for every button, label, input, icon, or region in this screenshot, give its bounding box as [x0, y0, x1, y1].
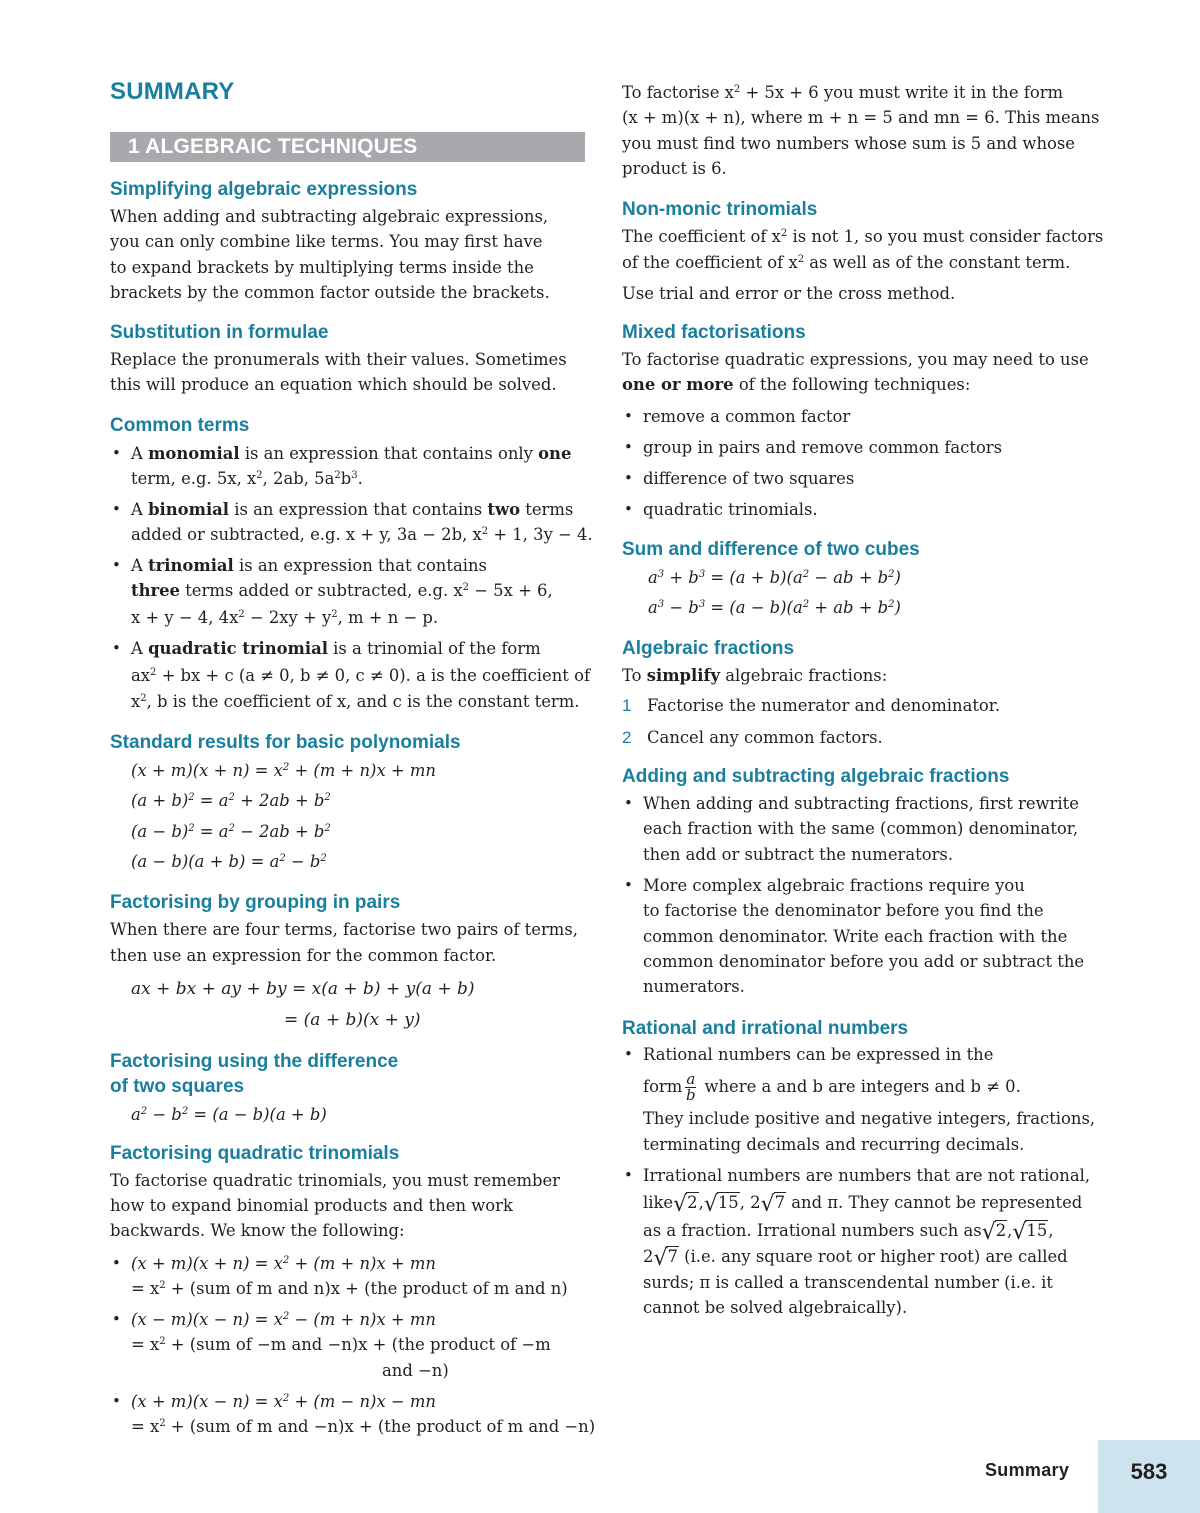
fractions-step: Cancel any common factors.: [647, 728, 883, 747]
irrational-line-2: like√2,√15, 2√7 and π. They cannot be represented: [643, 1192, 1083, 1217]
difference-squares-formula: $a^2 - b^2 = (a - b)(a + b)$: [131, 1105, 327, 1124]
sqrt-7: √7: [653, 1246, 678, 1271]
adding-b2-line: common denominator before you add or subtract the: [643, 952, 1085, 971]
heading-quadratic-trinomials: Factorising quadratic trinomials: [110, 1143, 400, 1164]
bullet-icon: •: [112, 556, 121, 574]
irrational-line-6: cannot be solved algebraically).: [643, 1298, 908, 1317]
rational-line-3: They include positive and negative integers, fractions,: [643, 1109, 1096, 1128]
sqrt-7: √7: [760, 1192, 786, 1217]
quadratic-line-1: A quadratic trinomial is a trinomial of the form: [131, 639, 541, 658]
bullet-icon: •: [112, 639, 121, 657]
grouping-line-1: When there are four terms, factorise two pairs of terms,: [110, 920, 578, 939]
step-number: 2: [622, 728, 632, 747]
heading-grouping: Factorising by grouping in pairs: [110, 892, 401, 913]
non-monic-line-2: of the coefficient of $x^2$ as well as of the constant term.: [622, 253, 1071, 272]
mixed-item: quadratic trinomials.: [643, 500, 818, 519]
bullet-icon: •: [624, 1166, 633, 1184]
heading-difference-squares-1: Factorising using the difference: [110, 1051, 399, 1072]
expansion-2-line-1: $(x - m)(x - n) = x^2 - (m + n)x$ + mn: [131, 1310, 436, 1329]
irrational-line-5: surds; π is called a transcendental number (i.e. it: [643, 1273, 1053, 1292]
bullet-icon: •: [112, 1310, 121, 1328]
adding-b2-line: common denominator. Write each fraction with the: [643, 927, 1068, 946]
mixed-item: group in pairs and remove common factors: [643, 438, 1003, 457]
bullet-icon: •: [112, 444, 121, 462]
step-number: 1: [622, 696, 632, 715]
expansion-3-line-2: = $x^2 + (sum$ of m and −n)x + (the product of m and −n): [131, 1417, 596, 1436]
heading-common-terms: Common terms: [110, 415, 250, 436]
rational-line-4: terminating decimals and recurring decimals.: [643, 1135, 1025, 1154]
trinomial-line-3: x + y − 4, $4x^2 - 2xy + y^2$, m + n − p.: [131, 608, 439, 627]
footer-section-label: Summary: [985, 1460, 1070, 1480]
binomial-line-1: A binomial is an expression that contains two terms: [131, 500, 574, 519]
mixed-line-1: To factorise quadratic expressions, you may need to use: [622, 350, 1089, 369]
simplifying-line-4: brackets by the common factor outside the brackets.: [110, 283, 550, 302]
quadratic-line-3: $x^2$, b is the coefficient of x, and c is the constant term.: [131, 692, 580, 711]
grouping-line-2: then use an expression for the common factor.: [110, 946, 497, 965]
rational-line-1: Rational numbers can be expressed in the: [643, 1045, 994, 1064]
bullet-icon: •: [112, 500, 121, 518]
bullet-icon: •: [624, 469, 633, 487]
cubes-sum: $a^3 + b^3 = (a + b)(a^2$ − ab + $b^2$): [648, 568, 901, 587]
intro-line-3: you must find two numbers whose sum is 5 and whose: [622, 134, 1075, 153]
quadratic-trinomials-line-1: To factorise quadratic trinomials, you must remember: [110, 1171, 561, 1190]
adding-b1-line: each fraction with the same (common) denominator,: [643, 819, 1079, 838]
intro-line-4: product is 6.: [622, 159, 727, 178]
non-monic-line-1: The coefficient of $x^2$ is not 1, so you must consider factors: [622, 227, 1104, 246]
heading-mixed: Mixed factorisations: [622, 322, 806, 343]
fractions-intro: To simplify algebraic fractions:: [622, 666, 888, 685]
mixed-line-2: one or more of the following techniques:: [622, 375, 971, 394]
quadratic-trinomials-line-3: backwards. We know the following:: [110, 1221, 405, 1240]
section-bar: 1 ALGEBRAIC TECHNIQUES: [110, 132, 585, 162]
monomial-line-2: term, e.g. 5x, $x^2$, 2ab, $5a^2b^3$.: [131, 469, 363, 488]
mixed-item: difference of two squares: [643, 469, 855, 488]
bullet-icon: •: [624, 407, 633, 425]
mixed-item: remove a common factor: [643, 407, 851, 426]
monomial-line-1: A monomial is an expression that contains only one: [131, 444, 572, 463]
grouping-equation-1: ax + bx + ay + by = x(a + b) + y(a + b): [131, 979, 475, 999]
standard-result-3: $(a - b)^2 = a^2 - 2ab + b^2$: [131, 822, 331, 841]
bullet-icon: •: [624, 876, 633, 894]
non-monic-line-3: Use trial and error or the cross method.: [622, 284, 956, 303]
bullet-icon: •: [112, 1392, 121, 1410]
quadratic-line-2: $ax^2$ + bx + c (a ≠ 0, b ≠ 0, c ≠ 0). a is the coefficient of: [131, 666, 591, 685]
adding-b2-line: numerators.: [643, 977, 745, 996]
standard-result-2: $(a + b)^2 = a^2 + 2ab + b^2$: [131, 791, 331, 810]
heading-substitution: Substitution in formulae: [110, 322, 329, 343]
standard-result-1: $(x + m)(x + n) = x^2 + (m + n)x$ + mn: [131, 761, 436, 780]
page-number: 583: [1098, 1440, 1200, 1513]
heading-fractions: Algebraic fractions: [622, 638, 795, 659]
bullet-icon: •: [624, 794, 633, 812]
adding-b1-line: then add or subtract the numerators.: [643, 845, 954, 864]
heading-standard-results: Standard results for basic polynomials: [110, 732, 461, 753]
bullet-icon: •: [624, 1045, 633, 1063]
irrational-line-3: as a fraction. Irrational numbers such as√2,√15,: [643, 1220, 1054, 1245]
heading-difference-squares-2: of two squares: [110, 1076, 245, 1097]
fraction-a-over-b: $\frac{a}{b}$: [685, 1070, 696, 1104]
expansion-2-line-3: and −n): [382, 1361, 449, 1380]
bullet-icon: •: [624, 500, 633, 518]
heading-cubes: Sum and difference of two cubes: [622, 539, 920, 560]
cubes-difference: $a^3 - b^3 = (a - b)(a^2$ + ab + $b^2$): [648, 598, 901, 617]
bullet-icon: •: [112, 1254, 121, 1272]
heading-rational: Rational and irrational numbers: [622, 1018, 909, 1039]
intro-line-2: (x + m)(x + n), where m + n = 5 and mn = 6. This means: [622, 108, 1100, 127]
trinomial-line-2: three terms added or subtracted, e.g. $x^2 - 5x + 6$,: [131, 581, 553, 600]
adding-b1-line: When adding and subtracting fractions, first rewrite: [643, 794, 1079, 813]
substitution-line-2: this will produce an equation which should be solved.: [110, 375, 557, 394]
sqrt-15: √15: [703, 1192, 739, 1217]
grouping-equation-2: = (a + b)(x + y): [284, 1010, 421, 1030]
simplifying-line-3: to expand brackets by multiplying terms inside the: [110, 258, 534, 277]
expansion-3-line-1: $(x + m)(x - n) = x^2 + (m - n)x$ − mn: [131, 1392, 436, 1411]
heading-simplifying: Simplifying algebraic expressions: [110, 179, 418, 200]
irrational-line-1: Irrational numbers are numbers that are not rational,: [643, 1166, 1091, 1185]
bullet-icon: •: [624, 438, 633, 456]
adding-b2-line: More complex algebraic fractions require you: [643, 876, 1025, 895]
page-title: SUMMARY: [110, 78, 235, 105]
heading-non-monic: Non-monic trinomials: [622, 199, 818, 220]
adding-b2-line: to factorise the denominator before you find the: [643, 901, 1044, 920]
standard-result-4: $(a - b)(a + b) = a^2 - b^2$: [131, 852, 327, 871]
binomial-line-2: added or subtracted, e.g. x + y, 3a − 2b, $x^2 + 1$, 3y − 4.: [131, 525, 593, 544]
sqrt-2: √2: [981, 1220, 1007, 1245]
intro-line-1: To factorise $x^2 + 5x + 6$ you must write it in the form: [622, 83, 1064, 102]
substitution-line-1: Replace the pronumerals with their values. Sometimes: [110, 350, 567, 369]
sqrt-15: √15: [1012, 1220, 1048, 1245]
trinomial-line-1: A trinomial is an expression that contains: [131, 556, 487, 575]
sqrt-2: √2: [673, 1192, 698, 1217]
expansion-1-line-2: = $x^2 + (sum$ of m and n)x + (the product of m and n): [131, 1279, 568, 1298]
irrational-line-4: 2√7 (i.e. any square root or higher root) are called: [643, 1246, 1068, 1271]
simplifying-line-1: When adding and subtracting algebraic expressions,: [110, 207, 549, 226]
heading-adding-fractions: Adding and subtracting algebraic fractions: [622, 766, 1010, 787]
simplifying-line-2: you can only combine like terms. You may first have: [110, 232, 543, 251]
rational-line-2: form $\frac{a}{b}$ where a and b are integers and b ≠ 0.: [643, 1070, 1021, 1104]
fractions-step: Factorise the numerator and denominator.: [647, 696, 1001, 715]
quadratic-trinomials-line-2: how to expand binomial products and then work: [110, 1196, 513, 1215]
expansion-2-line-2: = $x^2 + (sum$ of −m and −n)x + (the product of −m: [131, 1335, 551, 1354]
expansion-1-line-1: $(x + m)(x + n) = x^2 + (m + n)x$ + mn: [131, 1254, 436, 1273]
